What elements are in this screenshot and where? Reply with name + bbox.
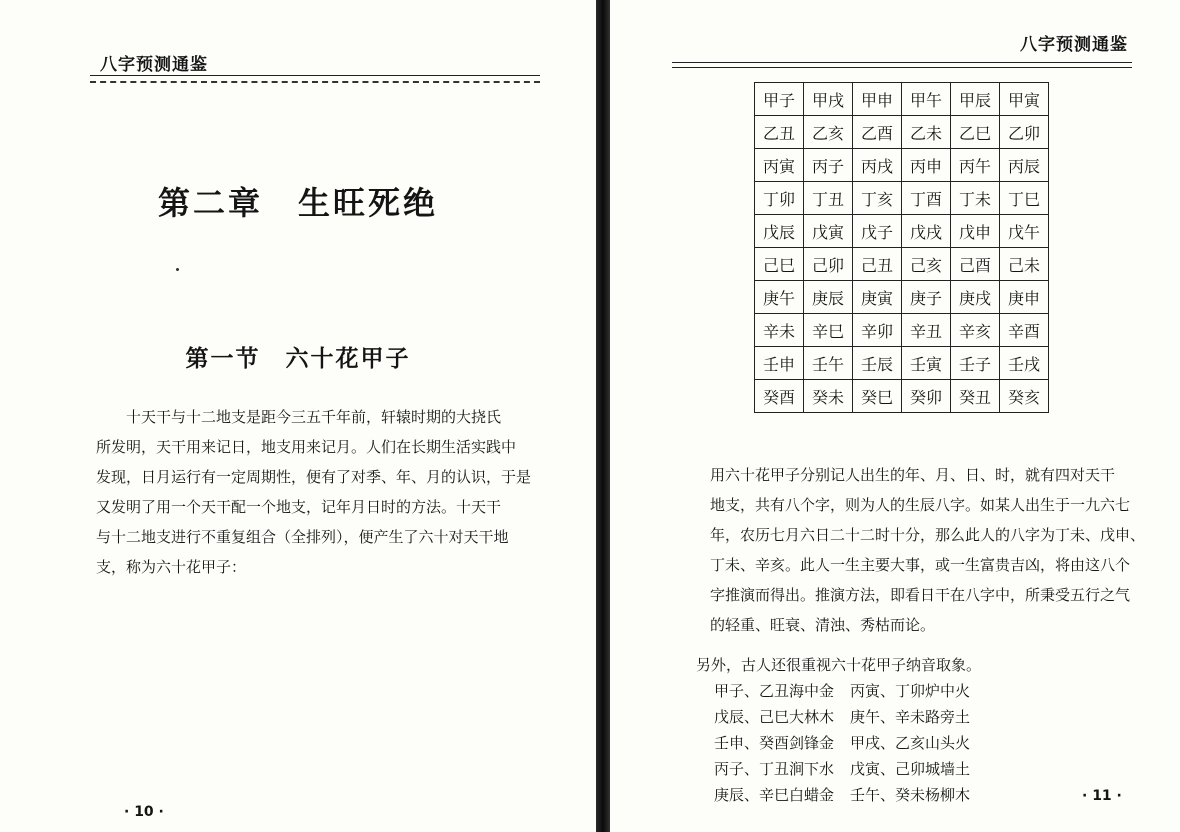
ganzhi-cell: 癸未: [804, 380, 853, 413]
ganzhi-cell: 甲寅: [1000, 83, 1049, 116]
table-row: [755, 347, 1049, 380]
ganzhi-cell: 壬申: [755, 347, 804, 380]
ganzhi-cell: 己巳: [755, 248, 804, 281]
header-rule-thin: [672, 67, 1132, 68]
ganzhi-cell: 甲戌: [804, 83, 853, 116]
page-number-left: · 10 ·: [124, 804, 164, 820]
ganzhi-cell: 庚戌: [951, 281, 1000, 314]
ganzhi-cell: 戊午: [1000, 215, 1049, 248]
nayin-entry: 丙寅、丁卯炉中火: [850, 682, 971, 700]
nayin-intro: 另外，古人还很重视六十花甲子纳音取象。: [696, 656, 982, 674]
nayin-row: [714, 704, 986, 730]
table-row: [755, 314, 1049, 347]
nayin-entry: 庚午、辛未路旁土: [850, 708, 971, 726]
ganzhi-cell: 丙寅: [755, 149, 804, 182]
ganzhi-cell: 己亥: [902, 248, 951, 281]
ganzhi-cell: 丁酉: [902, 182, 951, 215]
paragraph-line: 发现，日月运行有一定周期性，便有了对季、年、月的认识，于是: [96, 468, 532, 486]
page-number-right: · 11 ·: [1082, 788, 1122, 804]
ganzhi-cell: 癸丑: [951, 380, 1000, 413]
ganzhi-cell: 戊戌: [902, 215, 951, 248]
nayin-entry: 丙子、丁丑涧下水: [714, 760, 835, 778]
ganzhi-cell: 辛卯: [853, 314, 902, 347]
sixty-jiazi-table: [754, 82, 1049, 413]
header-rule: [90, 75, 540, 76]
paragraph-line: 字推演而得出。推演方法，即看日干在八字中，所秉受五行之气: [710, 586, 1131, 604]
paragraph-line: 所发明，天干用来记日，地支用来记月。人们在长期生活实践中: [96, 438, 517, 456]
ganzhi-cell: 庚辰: [804, 281, 853, 314]
ganzhi-cell: 乙亥: [804, 116, 853, 149]
ganzhi-cell: 丙戌: [853, 149, 902, 182]
table-row: [755, 281, 1049, 314]
ganzhi-cell: 庚申: [1000, 281, 1049, 314]
nayin-entry: 壬午、癸未杨柳木: [850, 786, 971, 804]
ganzhi-cell: 戊寅: [804, 215, 853, 248]
ganzhi-cell: 壬辰: [853, 347, 902, 380]
ganzhi-cell: 辛巳: [804, 314, 853, 347]
ganzhi-cell: 丙午: [951, 149, 1000, 182]
ganzhi-cell: 己酉: [951, 248, 1000, 281]
ganzhi-cell: 乙巳: [951, 116, 1000, 149]
ganzhi-cell: 甲申: [853, 83, 902, 116]
ganzhi-cell: 癸巳: [853, 380, 902, 413]
ganzhi-cell: 甲子: [755, 83, 804, 116]
ganzhi-cell: 戊申: [951, 215, 1000, 248]
ganzhi-cell: 丙辰: [1000, 149, 1049, 182]
paragraph-line: 支，称为六十花甲子：: [96, 558, 247, 576]
running-header-right: 八字预测通鉴: [1020, 35, 1128, 55]
ganzhi-cell: 戊辰: [755, 215, 804, 248]
table-row: [755, 215, 1049, 248]
ganzhi-cell: 戊子: [853, 215, 902, 248]
paragraph-line: 又发明了用一个天干配一个地支，记年月日时的方法。十天干: [96, 498, 502, 516]
nayin-entry: 庚辰、辛巳白蜡金: [714, 786, 835, 804]
ganzhi-cell: 壬午: [804, 347, 853, 380]
ganzhi-cell: 辛丑: [902, 314, 951, 347]
nayin-row: [714, 782, 986, 808]
ganzhi-cell: 乙未: [902, 116, 951, 149]
nayin-entry: 壬申、癸酉剑锋金: [714, 734, 835, 752]
paragraph-line: 地支，共有八个字，则为人的生辰八字。如某人出生于一九六七: [710, 496, 1131, 514]
header-rule-dashed: [90, 81, 540, 83]
ganzhi-cell: 壬戌: [1000, 347, 1049, 380]
ganzhi-cell: 庚寅: [853, 281, 902, 314]
ganzhi-cell: 丁卯: [755, 182, 804, 215]
ganzhi-cell: 丁丑: [804, 182, 853, 215]
paragraph-line: 的轻重、旺衰、清浊、秀枯而论。: [710, 616, 936, 634]
paragraph-line: 丁未、辛亥。此人一生主要大事，或一生富贵吉凶，将由这八个: [710, 556, 1131, 574]
ganzhi-cell: 辛酉: [1000, 314, 1049, 347]
nayin-entry: 甲子、乙丑海中金: [714, 682, 835, 700]
paragraph-line: 十天干与十二地支是距今三五千年前，轩辕时期的大挠氏: [126, 408, 502, 426]
ganzhi-cell: 己丑: [853, 248, 902, 281]
ganzhi-cell: 甲辰: [951, 83, 1000, 116]
nayin-entry: 戊辰、己巳大林木: [714, 708, 835, 726]
nayin-entry: 戊寅、己卯城墙土: [850, 760, 971, 778]
table-row: [755, 248, 1049, 281]
table-row: [755, 380, 1049, 413]
ganzhi-cell: 丁未: [951, 182, 1000, 215]
ganzhi-cell: 乙卯: [1000, 116, 1049, 149]
nayin-list: [696, 652, 986, 808]
ganzhi-cell: 己未: [1000, 248, 1049, 281]
ganzhi-cell: 乙酉: [853, 116, 902, 149]
table-row: [755, 182, 1049, 215]
ganzhi-cell: 丁亥: [853, 182, 902, 215]
ganzhi-cell: 壬子: [951, 347, 1000, 380]
ganzhi-cell: 甲午: [902, 83, 951, 116]
speck: [176, 268, 179, 271]
section-title: 第一节 六十花甲子: [185, 346, 411, 372]
bazi-paragraph: [680, 460, 1180, 640]
paragraph-line: 与十二地支进行不重复组合（全排列），便产生了六十对天干地: [96, 528, 509, 546]
intro-paragraph: [96, 402, 586, 582]
ganzhi-cell: 丁巳: [1000, 182, 1049, 215]
book-spine: [596, 0, 610, 832]
ganzhi-cell: 乙丑: [755, 116, 804, 149]
nayin-row: [714, 756, 986, 782]
ganzhi-cell: 己卯: [804, 248, 853, 281]
ganzhi-cell: 癸酉: [755, 380, 804, 413]
ganzhi-cell: 辛未: [755, 314, 804, 347]
ganzhi-cell: 庚子: [902, 281, 951, 314]
ganzhi-cell: 丙申: [902, 149, 951, 182]
ganzhi-cell: 壬寅: [902, 347, 951, 380]
paragraph-line: 用六十花甲子分别记人出生的年、月、日、时，就有四对天干: [710, 466, 1116, 484]
table-row: [755, 83, 1049, 116]
header-rule: [672, 62, 1132, 63]
nayin-entry: 甲戌、乙亥山头火: [850, 734, 971, 752]
ganzhi-cell: 庚午: [755, 281, 804, 314]
ganzhi-cell: 癸卯: [902, 380, 951, 413]
nayin-row: [714, 730, 986, 756]
ganzhi-cell: 癸亥: [1000, 380, 1049, 413]
chapter-title: 第二章 生旺死绝: [157, 184, 438, 222]
table-row: [755, 149, 1049, 182]
ganzhi-cell: 辛亥: [951, 314, 1000, 347]
table-row: [755, 116, 1049, 149]
nayin-row: [714, 678, 986, 704]
paragraph-line: 年，农历七月六日二十二时十分，那么此人的八字为丁未、戊申、: [710, 526, 1146, 544]
ganzhi-cell: 丙子: [804, 149, 853, 182]
running-header-left: 八字预测通鉴: [100, 55, 208, 75]
